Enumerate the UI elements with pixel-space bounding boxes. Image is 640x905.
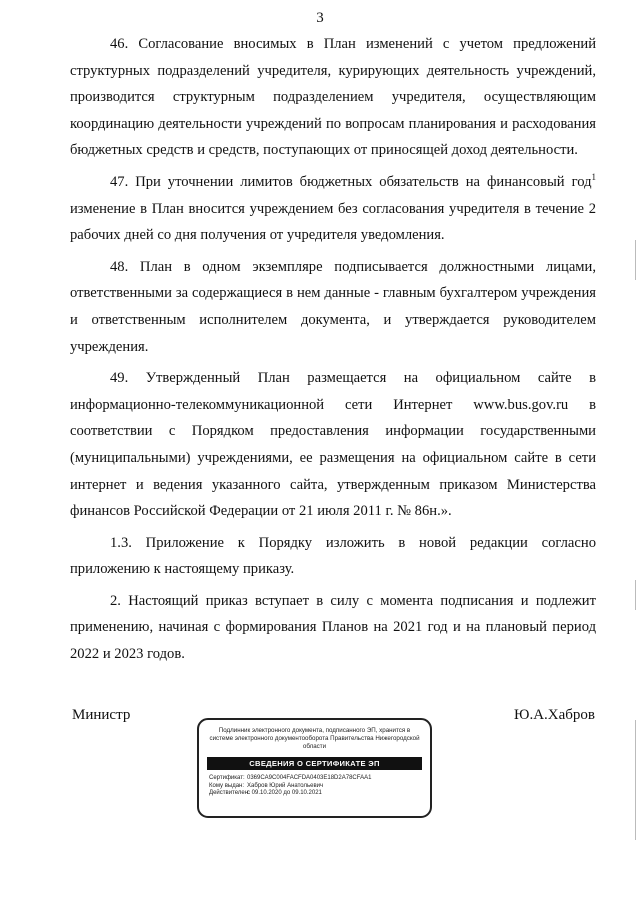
paragraph-47 [70,169,596,249]
paragraph-49: 49. Утвержденный План размещается на официальном сайте в информационно-телекоммуникационной сети Интернет www.bus.gov.ru в соответствии с Порядком предоставления информации государственными (муниципальными) учреждениями, ее размещения на официальном сайте в сети интернет и ведения указанного сайта, утвержденным приказом Министерства финансов Российской Федерации от 21 июля 2011 г. № 86н.». [70,370,596,520]
stamp-valid-label: Действителен: [209,790,250,796]
scan-edge-mark [635,240,636,280]
scan-edge-mark [635,720,636,840]
page-number: 3 [316,10,324,26]
stamp-certificate-value: 0369CA9C004FACFDA0403E18D2A78CFAA1 [247,775,372,781]
paragraph-46: 46. Согласование вносимых в План изменений с учетом предложений структурных подразделений учредителя, курирующих деятельность учреждений, производится структурным подразделением учредителя, осуществляющим координацию деятельности учреждений по вопросам планирования и расходования бюджетных средств и средств, поступающих от приносящей доход деятельности. [70,36,596,159]
stamp-issued-label: Кому выдан: [209,782,245,789]
scan-edge-mark [635,580,636,610]
stamp-title: СВЕДЕНИЯ О СЕРТИФИКАТЕ ЭП [207,757,422,770]
stamp-certificate-label: Сертификат: [209,775,245,781]
stamp-valid-value: с 09.10.2020 до 09.10.2021 [247,790,322,796]
footnote-marker: 1 [591,171,596,182]
signer-position: Министр [72,707,131,723]
paragraph-48: 48. План в одном экземпляре подписывается должностными лицами, ответственными за содержащиеся в нем данные - главным бухгалтером учреждения и ответственным исполнителем документа, и утверждается руководителем учреждения. [70,258,596,355]
paragraph-47-rest: изменение в План вносится учреждением без согласования учредителя в течение 2 рабочих дней со дня получения от учредителя уведомления. [70,200,596,244]
document-body [70,31,596,668]
stamp-issued-value: Хабров Юрий Анатольевич [247,782,324,789]
e-signature-stamp [197,718,432,818]
stamp-details [209,775,430,798]
signer-name: Ю.А.Хабров [514,707,595,723]
paragraph-47-start: 47. При уточнении лимитов бюджетных обязательств на финансовый год [110,173,592,190]
stamp-issued-row [209,783,430,791]
paragraph-2: 2. Настоящий приказ вступает в силу с момента подписания и подлежит применению, начиная с формирования Планов на 2021 год и на плановый период 2022 и 2023 годов. [70,592,596,663]
stamp-valid-row [209,790,430,798]
stamp-header: Подлинник электронного документа, подписанного ЭП, хранится в системе электронного документооборота Правительства Нижегородской области [209,727,420,750]
paragraph-1-3: 1.3. Приложение к Порядку изложить в новой редакции согласно приложению к настоящему приказу. [70,534,596,578]
stamp-certificate-row [209,775,430,783]
